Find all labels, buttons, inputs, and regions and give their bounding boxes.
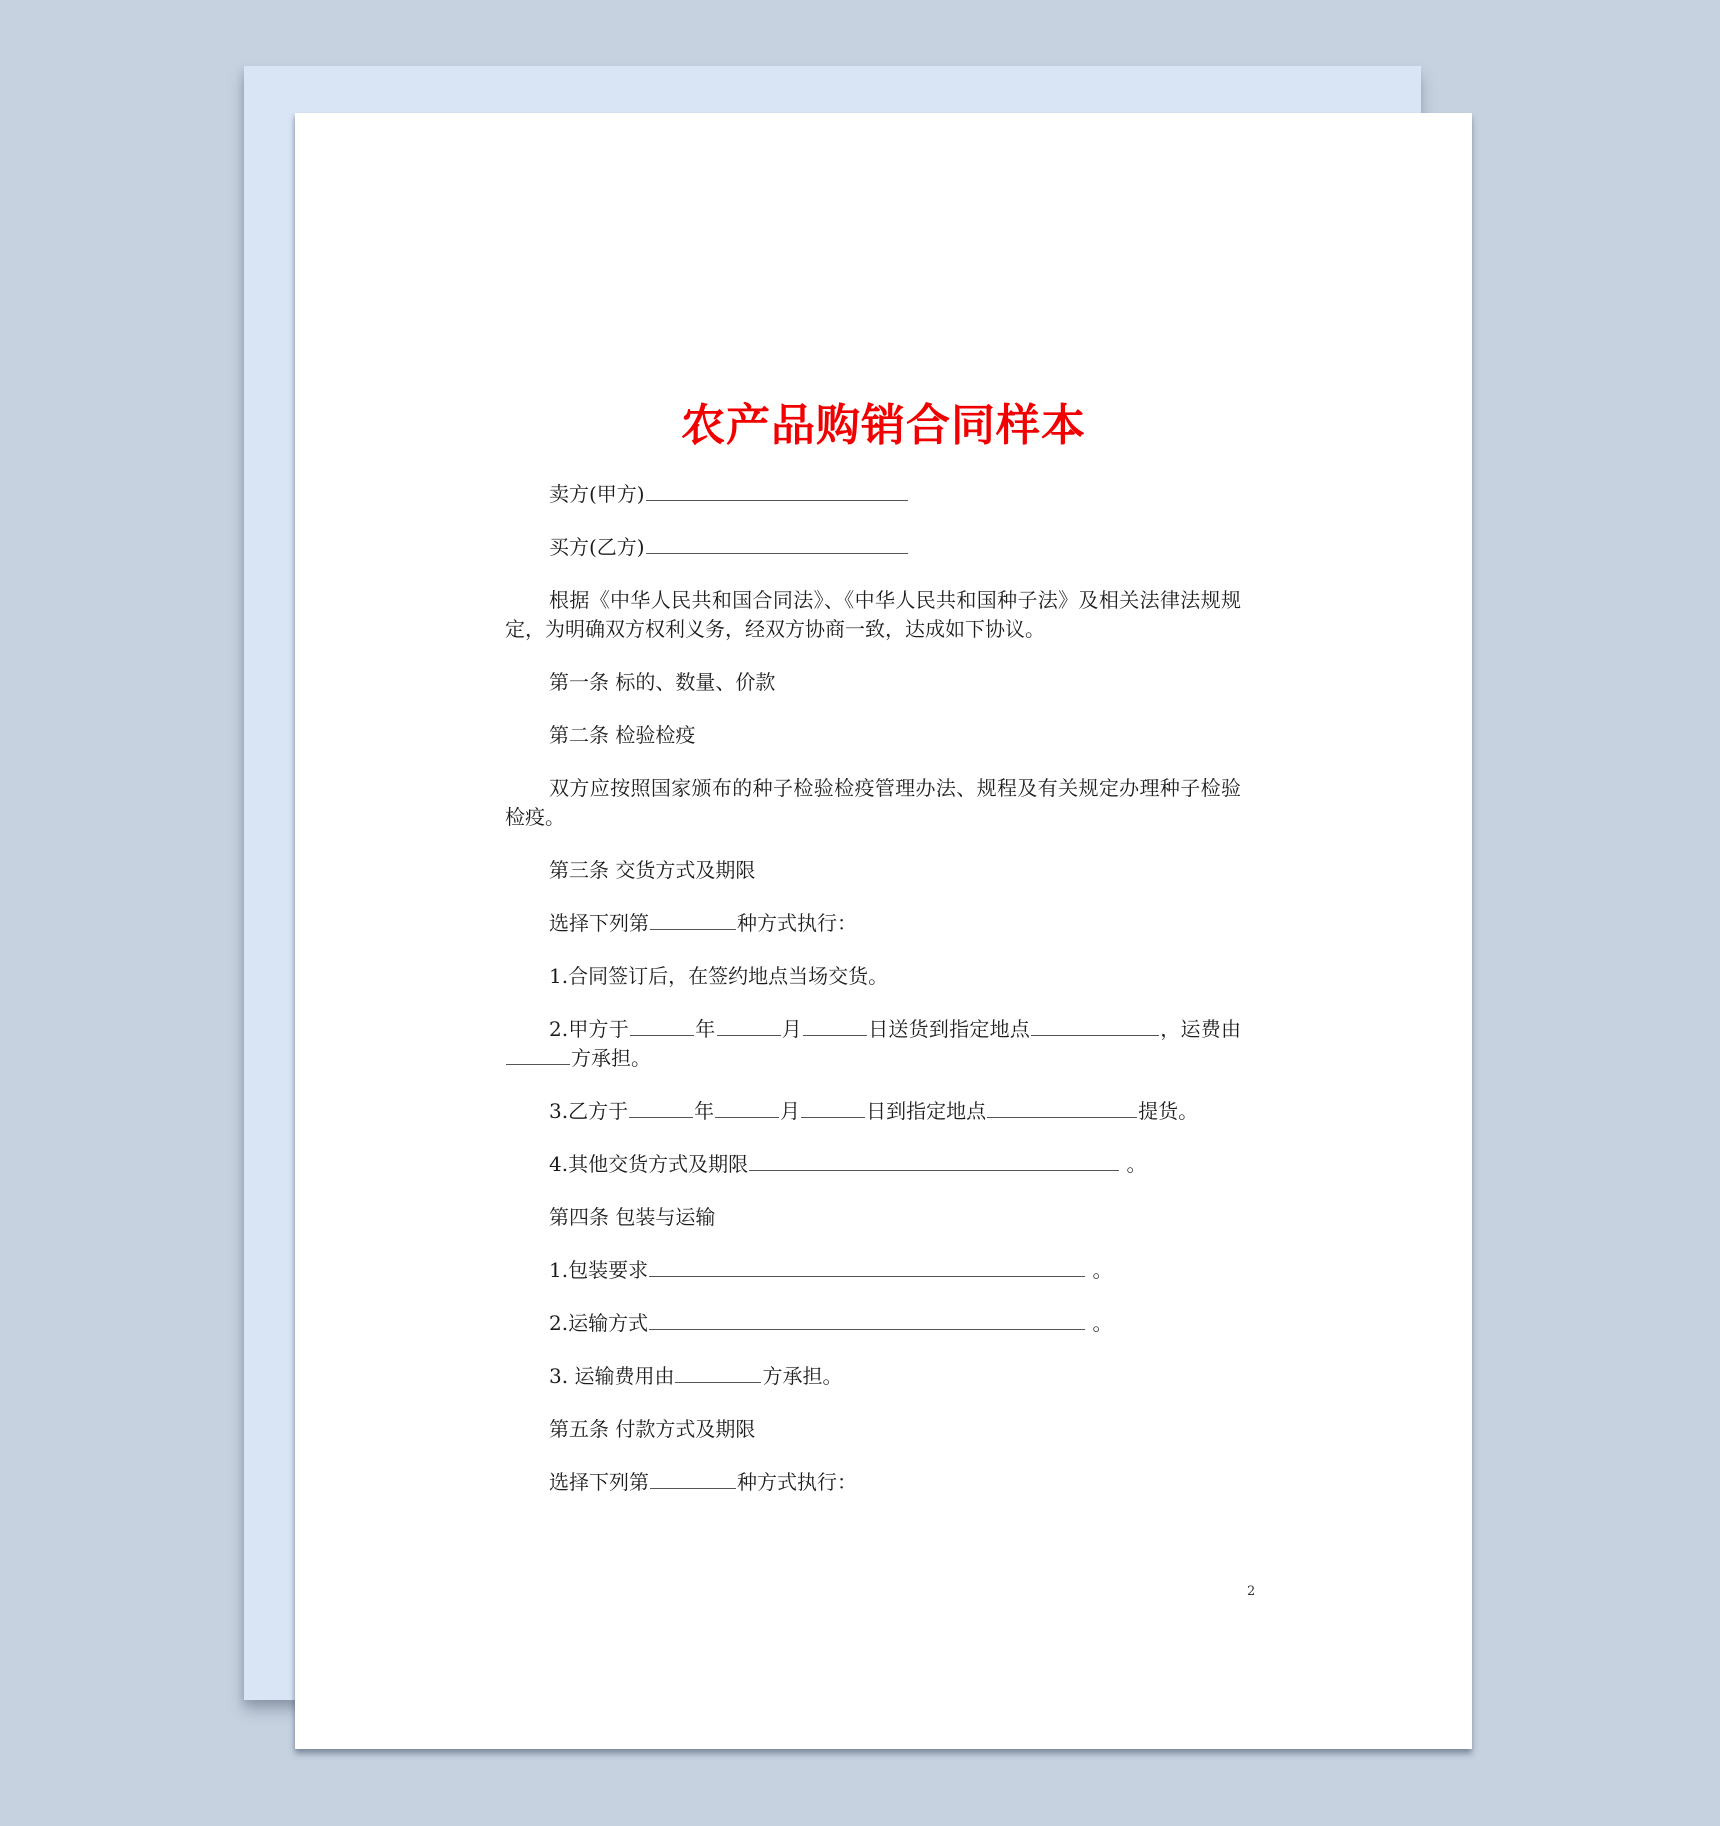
- contract-paragraph: [505, 1468, 1241, 1497]
- contract-paragraph: [505, 586, 1241, 644]
- paragraph-text: 2.甲方于: [549, 1017, 630, 1041]
- contract-paragraph: [505, 1415, 1241, 1444]
- fill-in-blank[interactable]: [649, 1309, 1085, 1330]
- fill-in-blank[interactable]: [646, 533, 908, 554]
- contract-paragraph: [505, 856, 1241, 885]
- paragraph-text: 种方式执行：: [737, 1470, 857, 1494]
- paragraph-text: 年: [695, 1017, 716, 1041]
- fill-in-blank[interactable]: [646, 480, 908, 501]
- fill-in-blank[interactable]: [630, 1015, 694, 1036]
- paragraph-text: 月: [781, 1017, 802, 1041]
- paragraph-text: 根据《中华人民共和国合同法》、《中华人民共和国种子法》及相关法律法规规定，为明确双方权利义务，经双方协商一致，达成如下协议。: [505, 588, 1241, 641]
- fill-in-blank[interactable]: [717, 1015, 781, 1036]
- fill-in-blank[interactable]: [803, 1015, 867, 1036]
- fill-in-blank[interactable]: [987, 1097, 1137, 1118]
- fill-in-blank[interactable]: [715, 1097, 779, 1118]
- paragraph-text: ，运费由: [1160, 1017, 1242, 1041]
- paragraph-text: 3.乙方于: [549, 1099, 629, 1123]
- paragraph-text: 第一条 标的、数量、价款: [549, 670, 776, 694]
- fill-in-blank[interactable]: [1031, 1015, 1159, 1036]
- contract-paragraph: [505, 668, 1241, 697]
- document-page: [295, 113, 1472, 1749]
- paragraph-text: 。: [1120, 1152, 1147, 1176]
- paragraph-text: 方承担。: [571, 1046, 651, 1070]
- paragraph-text: 第四条 包装与运输: [549, 1205, 716, 1229]
- contract-paragraph: [505, 533, 1241, 562]
- paragraph-text: 。: [1086, 1311, 1113, 1335]
- contract-paragraph: [505, 1362, 1241, 1391]
- paragraph-text: 方承担。: [762, 1364, 843, 1388]
- contract-paragraph: [505, 909, 1241, 938]
- paragraph-text: 。: [1086, 1258, 1113, 1282]
- contract-paragraph: [505, 1097, 1241, 1126]
- paragraph-text: 日到指定地点: [866, 1099, 987, 1123]
- paragraph-text: 第三条 交货方式及期限: [549, 858, 756, 882]
- paragraph-text: 4.其他交货方式及期限: [549, 1152, 749, 1176]
- contract-paragraph: [505, 1015, 1241, 1073]
- fill-in-blank[interactable]: [675, 1362, 761, 1383]
- paragraph-text: 买方(乙方): [549, 535, 645, 559]
- fill-in-blank[interactable]: [801, 1097, 865, 1118]
- fill-in-blank[interactable]: [650, 1468, 736, 1489]
- contract-paragraph: [505, 774, 1241, 832]
- paragraph-text: 提货。: [1138, 1099, 1199, 1123]
- paragraph-text: 2.运输方式: [549, 1311, 649, 1335]
- paragraph-text: 第五条 付款方式及期限: [549, 1417, 756, 1441]
- contract-paragraph: [505, 480, 1241, 509]
- page-number: 2: [1247, 1584, 1256, 1599]
- paragraph-text: 年: [694, 1099, 715, 1123]
- document-body: [505, 480, 1241, 1521]
- fill-in-blank[interactable]: [629, 1097, 693, 1118]
- paragraph-text: 第二条 检验检疫: [549, 723, 696, 747]
- contract-paragraph: [505, 1203, 1241, 1232]
- paragraph-text: 种方式执行：: [737, 911, 857, 935]
- fill-in-blank[interactable]: [749, 1150, 1119, 1171]
- contract-paragraph: [505, 721, 1241, 750]
- fill-in-blank[interactable]: [650, 909, 736, 930]
- paragraph-text: 双方应按照国家颁布的种子检验检疫管理办法、规程及有关规定办理种子检验检疫。: [505, 776, 1241, 829]
- paragraph-text: 1.包装要求: [549, 1258, 649, 1282]
- paragraph-text: 选择下列第: [549, 1470, 649, 1494]
- contract-paragraph: [505, 1150, 1241, 1179]
- contract-paragraph: [505, 1309, 1241, 1338]
- paragraph-text: 月: [780, 1099, 801, 1123]
- fill-in-blank[interactable]: [506, 1044, 570, 1065]
- paragraph-text: 日送货到指定地点: [867, 1017, 1031, 1041]
- paragraph-text: 1.合同签订后，在签约地点当场交货。: [549, 964, 889, 988]
- paragraph-text: 选择下列第: [549, 911, 649, 935]
- contract-paragraph: [505, 962, 1241, 991]
- document-title: 农产品购销合同样本: [681, 400, 1086, 451]
- paragraph-text: 3. 运输费用由: [549, 1364, 675, 1388]
- paragraph-text: 卖方(甲方): [549, 482, 645, 506]
- contract-paragraph: [505, 1256, 1241, 1285]
- fill-in-blank[interactable]: [649, 1256, 1085, 1277]
